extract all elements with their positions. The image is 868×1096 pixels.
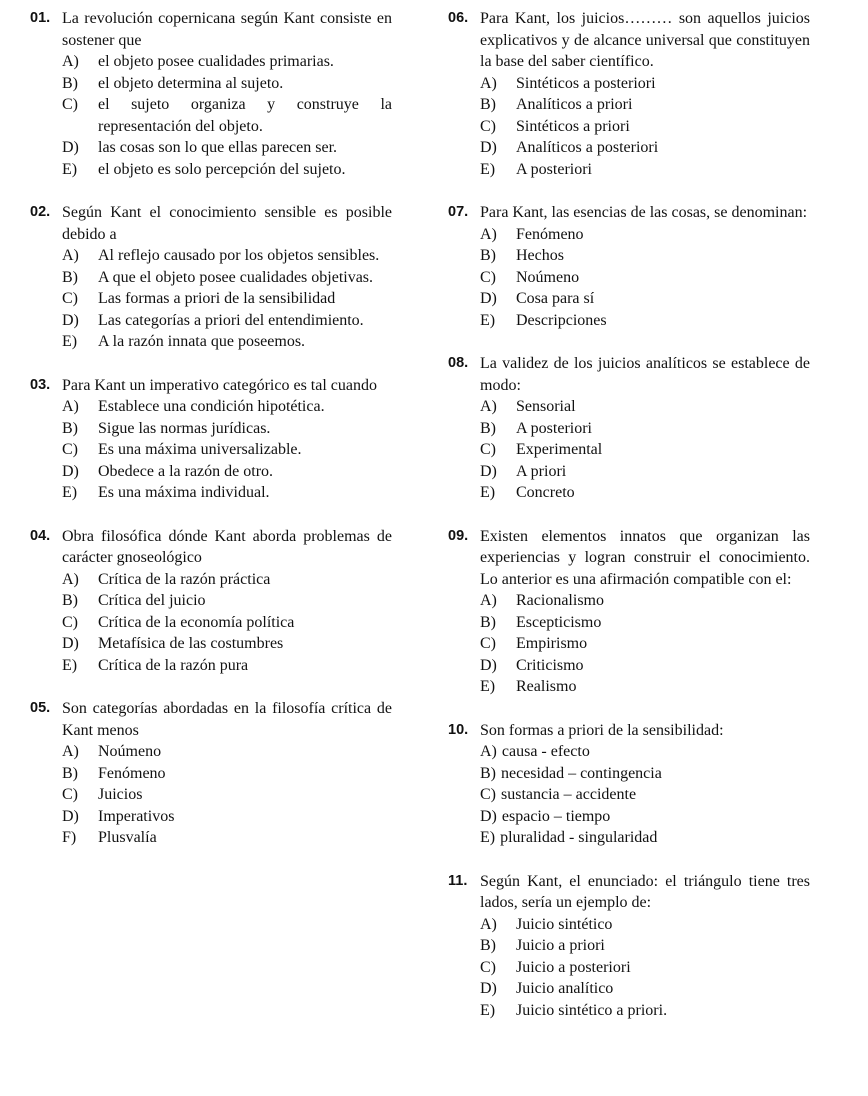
option-text: Sensorial: [516, 398, 576, 415]
option-text: causa - efecto: [501, 743, 590, 760]
option-text: Crítica del juicio: [98, 592, 206, 609]
option-letter: A): [480, 398, 497, 415]
option-list: [30, 741, 392, 849]
question-stem: Son formas a priori de la sensibilidad:: [480, 721, 724, 739]
option-letter: C): [480, 441, 496, 458]
question-stem: Para Kant un imperativo categórico es tal cuando: [62, 376, 377, 394]
answer-option[interactable]: [62, 612, 392, 634]
answer-option[interactable]: [62, 784, 392, 806]
option-text: Crítica de la razón práctica: [98, 570, 271, 588]
question: [448, 353, 810, 504]
option-letter: C): [480, 958, 496, 976]
option-list: [448, 396, 810, 504]
option-text: Imperativos: [98, 807, 175, 825]
option-letter: B): [480, 937, 496, 954]
option-letter: D): [62, 139, 79, 156]
answer-option[interactable]: [480, 784, 810, 806]
option-text: sustancia – accidente: [501, 786, 637, 803]
option-text: Juicio analítico: [516, 980, 614, 997]
option-letter: B): [480, 613, 496, 631]
option-list: [30, 396, 392, 504]
option-text: A priori: [516, 462, 567, 480]
option-text: Escepticismo: [516, 613, 602, 631]
option-text: A posteriori: [516, 419, 592, 437]
option-text: Analíticos a posteriori: [516, 139, 659, 156]
question-stem: Para Kant, las esencias de las cosas, se denominan:: [480, 204, 808, 221]
answer-option[interactable]: [62, 439, 392, 461]
option-letter: C): [62, 96, 78, 113]
answer-option[interactable]: [480, 763, 810, 785]
answer-option[interactable]: [480, 137, 810, 159]
answer-option[interactable]: [62, 482, 392, 504]
question-number: 05.: [30, 700, 51, 716]
option-letter: E): [480, 1001, 496, 1019]
question-header: [30, 202, 392, 245]
option-letter: A): [480, 592, 497, 609]
option-text: Es una máxima individual.: [98, 484, 270, 501]
answer-option[interactable]: [62, 806, 392, 828]
left-column: [30, 8, 392, 871]
option-text: Al reflejo causado por los objetos sensibles.: [98, 247, 380, 264]
answer-option[interactable]: [62, 137, 392, 159]
answer-option[interactable]: [62, 763, 392, 785]
right-column: [448, 8, 810, 1043]
option-letter: A): [480, 225, 497, 243]
answer-option[interactable]: [480, 482, 810, 504]
option-letter: A): [62, 570, 79, 588]
option-text: Las categorías a priori del entendimiento.: [98, 311, 364, 329]
option-text: necesidad – contingencia: [501, 764, 662, 782]
question-header: [30, 526, 392, 569]
option-letter: A): [62, 743, 79, 760]
option-letter: B): [480, 419, 496, 437]
option-letter: E): [62, 484, 78, 501]
option-text: pluralidad - singularidad: [500, 829, 658, 846]
answer-option[interactable]: [480, 73, 810, 95]
option-list: [448, 590, 810, 698]
question-number: 04.: [30, 527, 51, 544]
answer-option[interactable]: [62, 73, 392, 95]
option-text: Es una máxima universalizable.: [98, 441, 302, 458]
answer-option[interactable]: [480, 418, 810, 440]
answer-option[interactable]: [480, 461, 810, 483]
answer-option[interactable]: [480, 741, 810, 763]
question-stem: Según Kant, el enunciado: el triángulo tiene tres lados, sería un ejemplo de:: [480, 872, 810, 911]
option-list: [448, 741, 810, 849]
option-text: Juicio sintético a priori.: [516, 1001, 668, 1019]
option-letter: E): [480, 311, 496, 329]
option-text: A que el objeto posee cualidades objetivas.: [98, 268, 374, 286]
answer-option[interactable]: [62, 331, 392, 353]
answer-option[interactable]: [480, 159, 810, 181]
question-number: 10.: [448, 721, 469, 738]
option-list: [448, 914, 810, 1022]
answer-option[interactable]: [62, 310, 392, 332]
answer-option[interactable]: [480, 655, 810, 677]
option-letter: E): [480, 678, 496, 695]
option-text: Juicio a posteriori: [516, 958, 631, 976]
answer-option[interactable]: [480, 590, 810, 612]
option-letter: E): [62, 160, 78, 178]
option-letter: D): [480, 980, 497, 997]
option-letter: C): [62, 441, 78, 458]
option-letter: A): [480, 915, 497, 933]
question: [30, 698, 392, 849]
question-number: 11.: [448, 872, 468, 889]
question-stem: Según Kant el conocimiento sensible es posible debido a: [62, 204, 392, 243]
option-text: Crítica de la razón pura: [98, 656, 249, 674]
question-number: 09.: [448, 527, 469, 544]
answer-option[interactable]: [62, 655, 392, 677]
question: [448, 202, 810, 331]
option-text: espacio – tiempo: [501, 807, 611, 825]
option-list: [30, 51, 392, 180]
answer-option[interactable]: [62, 741, 392, 763]
answer-option[interactable]: [62, 633, 392, 655]
option-letter: C): [62, 613, 78, 631]
question: [30, 375, 392, 504]
question: [448, 8, 810, 180]
option-letter: A): [62, 398, 79, 415]
question-header: [448, 8, 810, 73]
answer-option[interactable]: [62, 827, 392, 849]
option-letter: D): [62, 807, 79, 825]
answer-option[interactable]: [480, 267, 810, 289]
question-header: [30, 375, 392, 397]
question-header: [448, 202, 810, 224]
option-text: Sigue las normas jurídicas.: [98, 419, 271, 437]
answer-option[interactable]: [62, 159, 392, 181]
answer-option[interactable]: [480, 827, 810, 849]
option-text: Juicio a priori: [516, 937, 605, 954]
option-text: Noúmeno: [98, 743, 162, 760]
option-text: A posteriori: [516, 160, 592, 178]
option-text: Criticismo: [516, 656, 584, 674]
option-letter: F): [62, 829, 77, 846]
question: [448, 526, 810, 698]
question-header: [448, 353, 810, 396]
question-header: [30, 698, 392, 741]
answer-option[interactable]: [480, 612, 810, 634]
option-letter: E): [62, 333, 78, 350]
option-text: Sintéticos a posteriori: [516, 74, 656, 92]
option-text: Juicio sintético: [516, 915, 613, 933]
option-letter: E): [480, 484, 496, 501]
question: [448, 871, 810, 1022]
question-stem: Para Kant, los juicios……… son aquellos juicios explicativos y de alcance universal que constituyen la base del saber científico.: [480, 10, 810, 70]
answer-option[interactable]: [62, 418, 392, 440]
question-number: 01.: [30, 10, 51, 26]
option-text: Las formas a priori de la sensibilidad: [98, 290, 336, 307]
answer-option[interactable]: [480, 633, 810, 655]
option-letter: D): [480, 139, 497, 156]
option-text: Hechos: [516, 247, 564, 264]
option-text: A la razón innata que poseemos.: [98, 333, 306, 350]
question-number: 06.: [448, 10, 469, 26]
question-header: [30, 8, 392, 51]
answer-option[interactable]: [480, 914, 810, 936]
option-letter: B): [62, 592, 78, 609]
answer-option[interactable]: [480, 396, 810, 418]
answer-option[interactable]: [62, 396, 392, 418]
option-letter: B): [62, 268, 78, 286]
question-header: [448, 871, 810, 914]
answer-option[interactable]: [62, 245, 392, 267]
answer-option[interactable]: [62, 51, 392, 73]
question-number: 02.: [30, 204, 51, 220]
answer-option[interactable]: [480, 676, 810, 698]
option-letter: B): [480, 764, 496, 782]
question-stem: La validez de los juicios analíticos se establece de modo:: [480, 355, 810, 394]
option-list: [30, 245, 392, 353]
option-letter: D): [480, 462, 497, 480]
question-stem: La revolución copernicana según Kant consiste en sostener que: [62, 10, 392, 49]
option-text: Concreto: [516, 484, 575, 501]
option-text: Sintéticos a priori: [516, 117, 630, 135]
option-letter: C): [62, 290, 78, 307]
option-letter: D): [62, 462, 79, 480]
question: [30, 8, 392, 180]
option-text: Analíticos a priori: [516, 96, 633, 113]
answer-option[interactable]: [480, 245, 810, 267]
option-text: Experimental: [516, 441, 603, 458]
option-letter: C): [62, 786, 78, 803]
option-letter: D): [480, 290, 497, 307]
option-letter: E): [480, 160, 496, 178]
option-text: el objeto es solo percepción del sujeto.: [98, 160, 346, 178]
question-stem: Son categorías abordadas en la filosofía crítica de Kant menos: [62, 700, 392, 739]
option-letter: A): [62, 247, 79, 264]
option-text: las cosas son lo que ellas parecen ser.: [98, 139, 338, 156]
option-letter: B): [62, 74, 78, 92]
option-list: [30, 569, 392, 677]
option-letter: E): [480, 829, 496, 846]
option-text: Realismo: [516, 678, 577, 695]
answer-option[interactable]: [62, 94, 392, 137]
option-text: el objeto determina al sujeto.: [98, 74, 284, 92]
question: [30, 526, 392, 677]
option-text: Empirismo: [516, 635, 588, 652]
answer-option[interactable]: [480, 116, 810, 138]
option-text: el objeto posee cualidades primarias.: [98, 53, 334, 70]
answer-option[interactable]: [62, 569, 392, 591]
option-letter: C): [480, 786, 496, 803]
option-text: el sujeto organiza y construye la representación del objeto.: [98, 96, 392, 135]
option-letter: B): [480, 247, 496, 264]
option-letter: D): [62, 635, 79, 652]
option-text: Noúmeno: [516, 268, 580, 286]
option-letter: D): [480, 656, 497, 674]
answer-option[interactable]: [480, 935, 810, 957]
answer-option[interactable]: [62, 461, 392, 483]
question-number: 03.: [30, 376, 51, 393]
option-letter: E): [62, 656, 78, 674]
option-list: [448, 73, 810, 181]
option-letter: A): [480, 74, 497, 92]
option-text: Plusvalía: [98, 829, 157, 846]
option-letter: B): [62, 419, 78, 437]
option-letter: C): [480, 635, 496, 652]
option-text: Cosa para sí: [516, 290, 595, 307]
option-list: [448, 224, 810, 332]
answer-option[interactable]: [480, 439, 810, 461]
option-text: Establece una condición hipotética.: [98, 398, 325, 415]
option-letter: B): [62, 764, 78, 782]
answer-option[interactable]: [480, 978, 810, 1000]
question-stem: Existen elementos innatos que organizan las experiencias y logran construir el conocimiento. Lo anterior es una afirmación compatible con el:: [480, 527, 810, 588]
option-letter: D): [480, 807, 497, 825]
question-number: 07.: [448, 204, 469, 220]
option-letter: B): [480, 96, 496, 113]
option-letter: A): [480, 743, 497, 760]
option-text: Obedece a la razón de otro.: [98, 462, 274, 480]
option-letter: D): [62, 311, 79, 329]
answer-option[interactable]: [480, 288, 810, 310]
answer-option[interactable]: [62, 288, 392, 310]
option-text: Fenómeno: [98, 764, 166, 782]
answer-option[interactable]: [480, 224, 810, 246]
answer-option[interactable]: [480, 94, 810, 116]
option-text: Racionalismo: [516, 592, 604, 609]
answer-option[interactable]: [62, 590, 392, 612]
question-header: [448, 526, 810, 591]
question: [448, 720, 810, 849]
option-letter: A): [62, 53, 79, 70]
answer-option[interactable]: [480, 957, 810, 979]
answer-option[interactable]: [62, 267, 392, 289]
option-text: Fenómeno: [516, 225, 584, 243]
option-text: Juicios: [98, 786, 143, 803]
question: [30, 202, 392, 353]
option-text: Metafísica de las costumbres: [98, 635, 284, 652]
question-stem: Obra filosófica dónde Kant aborda problemas de carácter gnoseológico: [62, 527, 392, 566]
option-letter: C): [480, 268, 496, 286]
option-letter: C): [480, 117, 496, 135]
question-number: 08.: [448, 355, 469, 371]
answer-option[interactable]: [480, 310, 810, 332]
answer-option[interactable]: [480, 1000, 810, 1022]
question-header: [448, 720, 810, 742]
answer-option[interactable]: [480, 806, 810, 828]
option-text: Crítica de la economía política: [98, 613, 295, 631]
option-text: Descripciones: [516, 311, 607, 329]
